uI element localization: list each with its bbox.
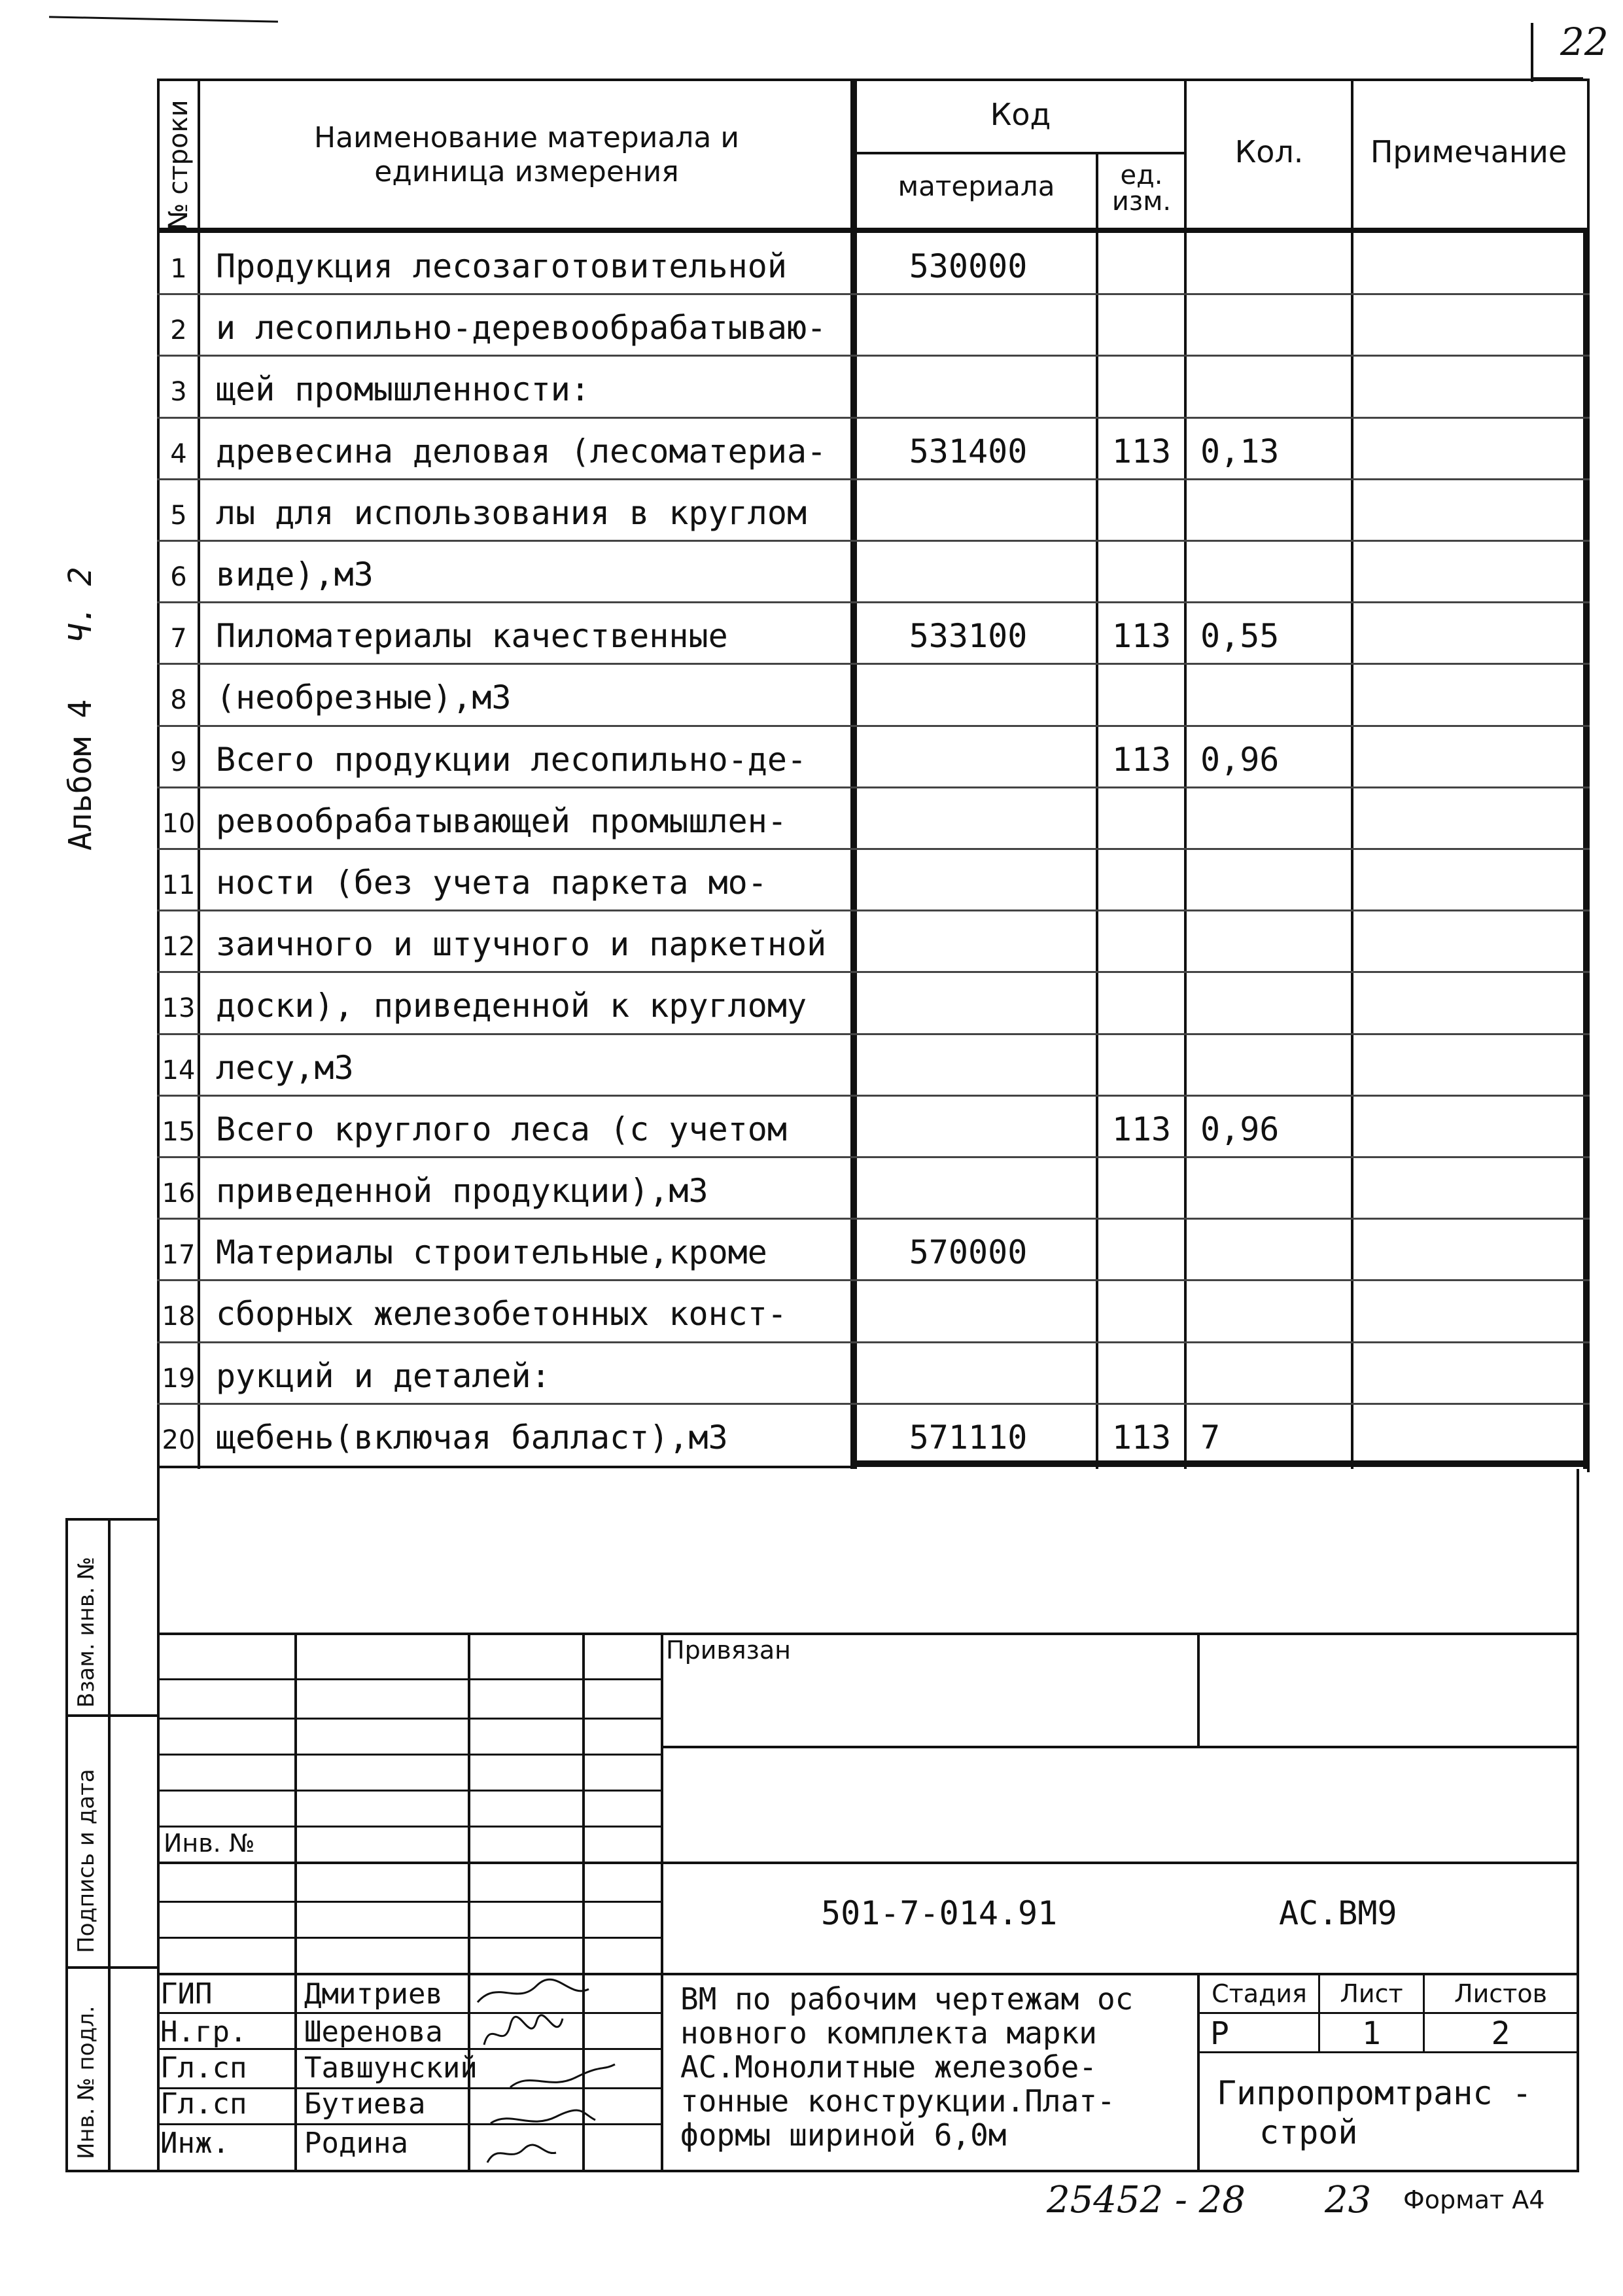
title-line: АС.Монолитные железобе- xyxy=(680,2049,1097,2085)
row-number: 5 xyxy=(170,500,187,531)
inv-no-label: Инв. № xyxy=(164,1829,255,1858)
title-line: новного комплекта марки xyxy=(680,2015,1097,2051)
row-unit: 113 xyxy=(1111,1418,1172,1457)
row-number: 11 xyxy=(162,870,196,900)
row-name: лесу,м3 xyxy=(216,1048,354,1087)
row-name: щебень(включая балласт),м3 xyxy=(216,1418,728,1457)
staff-role: ГИП xyxy=(160,1977,213,2011)
staff-name: Бутиева xyxy=(304,2087,426,2121)
row-name: ности (без учета паркета мо- xyxy=(216,864,767,902)
staff-role: Н.гр. xyxy=(160,2015,247,2049)
row-name: Всего круглого леса (с учетом xyxy=(216,1110,787,1148)
sheet-value: 1 xyxy=(1362,2015,1381,2052)
row-qty: 0,96 xyxy=(1200,1110,1280,1148)
row-name: сборных железобетонных конст- xyxy=(216,1295,787,1333)
row-name: (необрезные),м3 xyxy=(216,679,512,717)
row-number: 8 xyxy=(170,685,187,716)
sheets-label: Листов xyxy=(1454,1979,1547,2008)
header-code-unit-1: ед. xyxy=(1120,160,1163,190)
header-code-material: материала xyxy=(898,170,1055,202)
header-qty: Кол. xyxy=(1234,134,1304,169)
stage-value: Р xyxy=(1210,2015,1229,2052)
staff-role: Инж. xyxy=(160,2127,230,2160)
staff-role: Гл.сп xyxy=(160,2051,247,2085)
row-unit: 113 xyxy=(1111,740,1172,779)
row-qty: 0,96 xyxy=(1200,740,1280,779)
header-note: Примечание xyxy=(1370,134,1567,169)
row-name: Продукция лесозаготовительной xyxy=(216,247,787,285)
org-line2: строй xyxy=(1259,2113,1358,2151)
row-number: 12 xyxy=(162,932,196,963)
row-unit: 113 xyxy=(1111,432,1172,470)
row-number: 18 xyxy=(162,1301,196,1332)
org-line1: Гипропромтранс - xyxy=(1217,2074,1532,2112)
header-code-unit-2: изм. xyxy=(1111,186,1172,217)
side-podpis: Подпись и дата xyxy=(73,1769,99,1953)
staff-name: Дмитриев xyxy=(304,1977,443,2011)
signatures xyxy=(471,1973,628,2172)
staff-role: Гл.сп xyxy=(160,2087,247,2121)
row-name: приведенной продукции),м3 xyxy=(216,1172,708,1210)
row-name: доски), приведенной к круглому xyxy=(216,987,807,1025)
staff-name: Родина xyxy=(304,2127,408,2160)
privyazan-label: Привязан xyxy=(666,1636,791,1665)
header-code: Код xyxy=(990,97,1051,132)
row-name: Пиломатериалы качественные xyxy=(216,617,728,656)
row-code: 530000 xyxy=(909,247,1028,285)
staff-name: Шеренова xyxy=(304,2015,443,2049)
row-name: заичного и штучного и паркетной xyxy=(216,925,827,964)
row-name: лы для использования в круглом xyxy=(216,493,807,532)
row-code: 571110 xyxy=(909,1418,1028,1457)
row-code: 531400 xyxy=(909,432,1028,470)
header-name-line1: Наименование материала и xyxy=(314,121,739,154)
row-number: 16 xyxy=(162,1178,196,1209)
row-number: 6 xyxy=(170,562,187,592)
footer-number: 25452 - 28 xyxy=(1047,2179,1246,2221)
doc-mark: АС.ВМ9 xyxy=(1279,1894,1397,1932)
album-label xyxy=(62,567,99,851)
sheet-label: Лист xyxy=(1340,1979,1403,2008)
part-text: Ч. 2 xyxy=(62,567,99,643)
row-code: 570000 xyxy=(909,1233,1028,1272)
row-qty: 0,55 xyxy=(1200,617,1280,656)
row-name: виде),м3 xyxy=(216,556,374,593)
row-unit: 113 xyxy=(1111,617,1172,656)
row-number: 19 xyxy=(162,1363,196,1394)
row-number: 4 xyxy=(170,438,187,469)
header-rownum: № строки xyxy=(164,99,194,230)
staff-name: Тавшунский xyxy=(304,2051,478,2085)
header-name-line2: единица измерения xyxy=(374,155,679,188)
row-number: 2 xyxy=(170,315,187,346)
row-number: 13 xyxy=(162,993,196,1024)
row-name: ревообрабатывающей промышлен- xyxy=(216,802,787,840)
footer-format: Формат А4 xyxy=(1403,2185,1545,2214)
row-number: 9 xyxy=(170,747,187,777)
row-number: 20 xyxy=(162,1424,196,1455)
stage-label: Стадия xyxy=(1212,1979,1307,2008)
row-number: 7 xyxy=(170,624,187,654)
row-name: Всего продукции лесопильно-де- xyxy=(216,740,807,779)
footer-page: 23 xyxy=(1325,2179,1372,2221)
row-number: 17 xyxy=(162,1240,196,1271)
row-name: рукций и деталей: xyxy=(216,1356,551,1395)
row-number: 15 xyxy=(162,1116,196,1147)
row-number: 10 xyxy=(162,808,196,839)
title-line: ВМ по рабочим чертежам ос xyxy=(680,1981,1134,2017)
doc-code: 501-7-014.91 xyxy=(821,1894,1058,1932)
page-number: 22 xyxy=(1560,20,1609,64)
album-text: Альбом 4 xyxy=(62,699,99,851)
title-line: тонные конструкции.Плат- xyxy=(680,2083,1115,2119)
row-name: древесина деловая (лесоматериа- xyxy=(216,432,827,470)
title-line: формы шириной 6,0м xyxy=(680,2117,1007,2153)
row-unit: 113 xyxy=(1111,1110,1172,1148)
row-name: Материалы строительные,кроме xyxy=(216,1233,767,1272)
row-qty: 0,13 xyxy=(1200,432,1280,470)
side-vzam: Взам. инв. № xyxy=(73,1557,99,1708)
row-code: 533100 xyxy=(909,617,1028,656)
row-number: 1 xyxy=(170,254,187,284)
row-number: 3 xyxy=(170,377,187,408)
row-name: и лесопильно-деревообрабатываю- xyxy=(216,309,827,347)
row-name: щей промышленности: xyxy=(216,370,590,409)
sheets-value: 2 xyxy=(1491,2015,1510,2052)
row-qty: 7 xyxy=(1200,1418,1221,1457)
row-number: 14 xyxy=(162,1055,196,1086)
side-inv-podl: Инв. № подл. xyxy=(73,2005,99,2159)
